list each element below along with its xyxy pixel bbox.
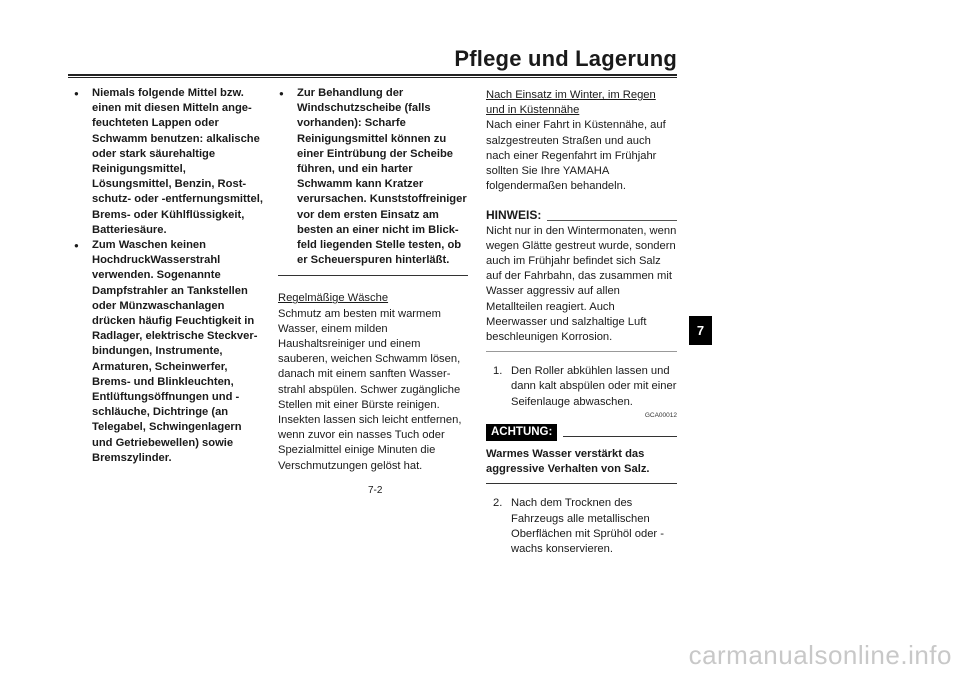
steps-list [486,364,677,410]
header-rule-thin [68,77,677,78]
step-number: 2. [493,497,503,510]
note-divider [486,351,677,352]
bullet-item: ● Zur Behandlung der Windschutzscheibe (falls vorhanden): Scharfe Reinigungsmittel können zu einer Eintrübung der Scheibe führen, und ein harter Schwamm kann Kratzer verursachen. Kunststoffreiniger vor dem ersten Einsatz am besten an einer nicht im Blickfeld liegenden Stelle testen, ob er Scheuerspuren hinterläßt. [278,86,468,268]
warning-list [73,86,263,466]
steps-list [486,496,677,557]
step-item [486,364,677,410]
caution-header [486,424,677,441]
reference-code: GCA00012 [644,411,677,419]
section-divider [278,275,468,276]
column-3 [486,88,677,557]
section-body: Schmutz am besten mit warmem Wasser, einem milden Haushaltsreiniger und einem sauberen, weichen Schwamm lösen, danach mit einem sanften Wasserstrahl abspülen. Schwer zugängliche Stellen mit einer Bürste reinigen. Insekten lassen sich leicht entfernen, wenn zuvor ein nasses Tuch oder Spezialmittel einige Minuten die Verschmutzungen gelöst hat. [278,307,462,472]
step-text: Nach dem Trocknen des Fahrzeugs alle metallischen Oberflächen mit Sprühöl oder -wachs konservieren. [511,497,664,556]
section-intro: Nach einer Fahrt in Küstennähe, auf salzgestreuten Straßen und auch nach einer Regenfahrt im Frühjahr sollten Sie Ihre YAMAHA folgendermaßen behandeln. [486,119,666,193]
caution-text: Warmes Wasser verstärkt das aggressive Verhalten von Salz. [486,448,650,476]
note-label: HINWEIS: [486,208,542,223]
note-text: Nicht nur in den Wintermonaten, wenn wegen Glätte gestreut wurde, sondern auch im Frühjahr befindet sich Salz auf der Fahrbahn, das zusammen mit Wasser aggressiv auf allen Metallteilen reagiert. Auch Meerwasser und salzhaltige Luft beschleunigen Korrosion. [486,224,677,344]
header-rule [68,74,677,76]
section-heading: Nach Einsatz im Winter, im Regen und in Küstennähe [486,89,656,117]
column-1 [73,86,263,466]
bullet-item: ● Niemals folgende Mittel bzw. einen mit diesen Mitteln angefeuchteten Lappen oder Schwamm benutzen: alkalische oder stark säurehaltige Reinigungsmittel, Lösungsmittel, Benzin, Rostschutz- oder -entfernungsmittel, Brems- oder Kühlflüssigkeit, Batteriesäure. [73,86,263,238]
step-item [486,496,677,557]
note-header [486,208,677,223]
bullet-item: ● Zum Waschen keinen HochdruckWasserstrahl verwenden. Sogenannte Dampfstrahler an Tankstellen oder Münzwaschanlagen drücken häufig Feuchtigkeit in Radlager, elektrische Steckverbindungen, Instrumente, Armaturen, Scheinwerfer, Brems- und Blinkleuchten, Entlüftungsöffnungen und -schläuche, Dichtringe (an Telegabel, Schwingenlagern und Getriebewellen) sowie Bremszylinder. [73,238,263,466]
column-2 [278,86,468,474]
step-number: 1. [493,365,503,378]
caution-divider [486,483,677,484]
caution-label: ACHTUNG: [486,424,557,441]
watermark: carmanualsonline.info [688,640,952,670]
windshield-list [278,86,468,268]
page-number: 7-2 [368,485,383,496]
section-heading: Regelmäßige Wäsche [278,292,389,305]
step-text: Den Roller abkühlen lassen und dann kalt abspülen oder mit einer Seifenlauge abwaschen. [511,365,677,408]
chapter-tab: 7 [689,316,712,345]
page-title: Pflege und Lagerung [454,46,677,71]
